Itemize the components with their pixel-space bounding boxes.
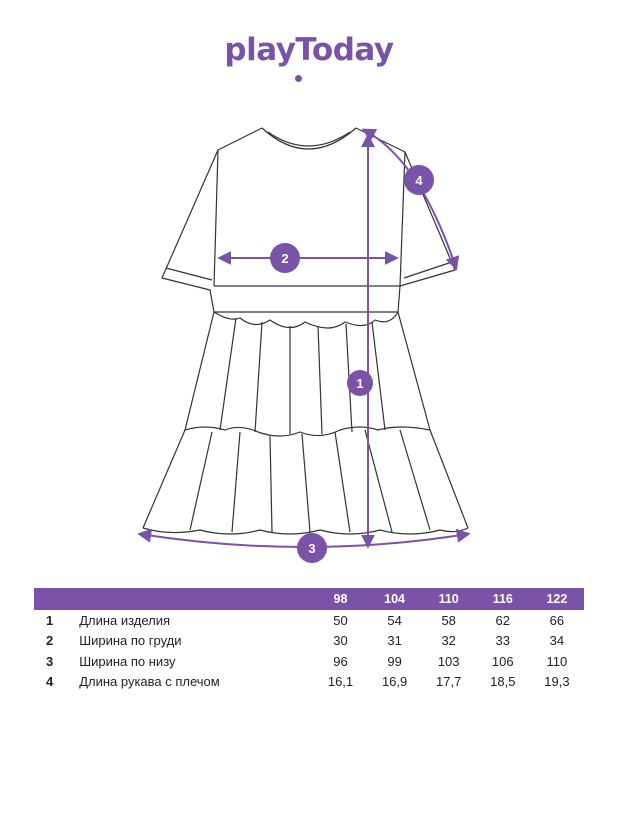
- table-row: [34, 631, 584, 652]
- size-116: 116: [492, 592, 513, 606]
- header-num: [34, 588, 79, 610]
- logo-dot: [295, 75, 302, 82]
- marker-2: [270, 243, 300, 273]
- row-value: 110: [546, 653, 568, 669]
- marker-4-label: 4: [415, 173, 423, 188]
- brand-logo: playToday: [224, 32, 394, 68]
- row-value: 33: [495, 633, 511, 649]
- row-num: 3: [46, 653, 54, 669]
- row-value: 34: [549, 633, 565, 649]
- row-value: 50: [333, 612, 348, 628]
- row-num: 1: [46, 612, 54, 628]
- row-value: 17,7: [436, 674, 462, 690]
- row-value: 19,3: [544, 674, 570, 690]
- row-value: 16,1: [327, 674, 354, 690]
- marker-2-label: 2: [281, 251, 289, 266]
- table-row: [34, 651, 584, 672]
- row-name: Ширина по низу: [79, 653, 176, 669]
- row-value: 96: [333, 653, 348, 669]
- row-name: Длина рукава с плечом: [79, 674, 220, 690]
- row-value: 16,9: [381, 674, 408, 690]
- size-110: 110: [438, 592, 459, 606]
- row-value: 99: [387, 653, 402, 669]
- marker-1: [347, 370, 373, 396]
- size-122: 122: [546, 592, 568, 606]
- dress-diagram: [120, 110, 490, 570]
- row-value: 54: [387, 612, 402, 628]
- row-name: Длина изделия: [79, 612, 171, 628]
- row-name: Ширина по груди: [79, 633, 182, 649]
- row-value: 103: [437, 653, 460, 669]
- marker-3: [297, 533, 327, 563]
- row-value: 62: [495, 612, 511, 628]
- marker-3-label: 3: [308, 541, 316, 556]
- row-value: 106: [491, 653, 514, 669]
- size-104: 104: [384, 592, 406, 606]
- size-98: 98: [333, 592, 348, 606]
- size-table: [34, 588, 584, 692]
- row-value: 66: [549, 612, 565, 628]
- row-value: 31: [387, 633, 402, 649]
- row-num: 2: [46, 633, 54, 649]
- table-row: [34, 610, 584, 631]
- row-value: 32: [441, 633, 456, 649]
- size-header-row: [34, 588, 584, 610]
- row-value: 30: [333, 633, 348, 649]
- header-name: [79, 588, 313, 610]
- marker-1-label: 1: [356, 376, 364, 391]
- table-row: [34, 672, 584, 693]
- row-value: 18,5: [490, 674, 516, 690]
- row-num: 4: [46, 674, 54, 690]
- marker-4: [404, 165, 434, 195]
- row-value: 58: [441, 612, 456, 628]
